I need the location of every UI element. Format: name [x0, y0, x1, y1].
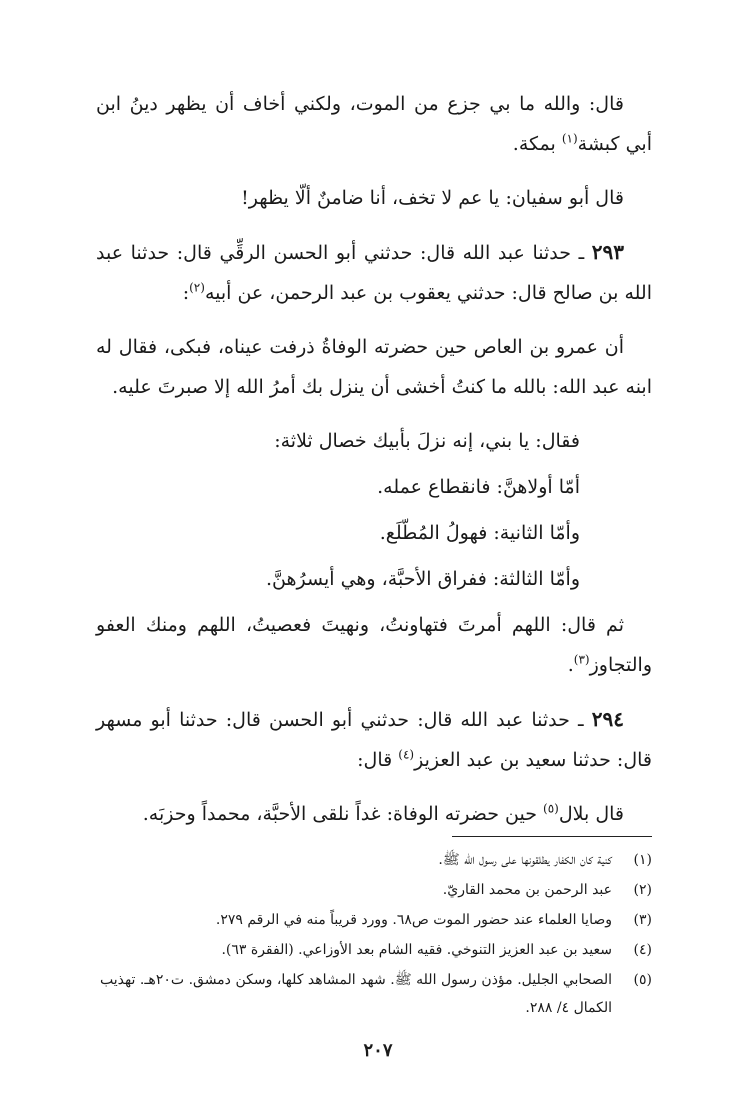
main-text	[96, 84, 652, 848]
paragraph-6-text: أمّا أولاهنَّ: فانقطاع عمله.	[377, 476, 580, 498]
hadith-294-tail: قال:	[357, 749, 399, 771]
paragraph-11-tail: حين حضرته الوفاة: غداً نلقى الأحبَّة، محمداً وحزبَه.	[142, 803, 544, 825]
footnote-text: كنية كان الكفار يطلقونها على رسول الله ﷺ.	[438, 852, 612, 868]
footnote-number: (٥)	[633, 972, 652, 988]
paragraph-5-text: فقال: يا بني، إنه نزلَ بأبيك خصال ثلاثة:	[274, 430, 580, 452]
footnote-text: وصايا العلماء عند حضور الموت ص٦٨. وورد قريباً منه في الرقم ٢٧٩.	[215, 912, 612, 928]
footnote-number: (٢)	[633, 882, 652, 898]
paragraph-6	[96, 467, 652, 507]
footnote-ref-2: (٢)	[189, 280, 205, 295]
paragraph-11	[96, 794, 652, 834]
paragraph-1-tail: بمكة.	[512, 133, 562, 155]
footnote-3	[100, 906, 652, 934]
paragraph-9	[96, 605, 652, 685]
paragraph-11-text: قال بلال	[558, 803, 624, 825]
paragraph-4-text: أن عمرو بن العاص حين حضرته الوفاةُ ذرفت عيناه، فبكى، فقال له ابنه عبد الله: بالله ما كنتُ أخشى أن ينزل بك أمرُ الله إلا صبرتَ عليه.	[96, 336, 652, 398]
footnote-text: الصحابي الجليل. مؤذن رسول الله ﷺ. شهد المشاهد كلها، وسكن دمشق. ت٢٠هـ. تهذيب الكمال ٤/ ٢٨٨.	[100, 972, 612, 1016]
footnote-text: عبد الرحمن بن محمد القاريّ.	[442, 882, 612, 898]
footnote-number: (٣)	[633, 912, 652, 928]
hadith-294	[96, 699, 652, 780]
paragraph-8	[96, 559, 652, 599]
footnote-5	[100, 966, 652, 1022]
footnote-ref-5: (٥)	[543, 801, 559, 816]
footnote-1	[100, 846, 652, 874]
paragraph-1	[96, 84, 652, 164]
hadith-293-text: ـ حدثنا عبد الله قال: حدثني أبو الحسن الرقِّي قال: حدثنا عبد الله بن صالح قال: حدثني يعقوب بن عبد الرحمن، عن أبيه	[96, 242, 652, 304]
footnote-4	[100, 936, 652, 964]
footnote-number: (١)	[633, 852, 652, 868]
paragraph-2	[96, 178, 652, 218]
hadith-number: ٢٩٤	[591, 707, 624, 731]
footnote-divider	[452, 836, 652, 837]
footnotes	[100, 846, 652, 1024]
paragraph-5	[96, 421, 652, 461]
footnote-ref-4: (٤)	[398, 747, 415, 762]
paragraph-1-text: قال: والله ما بي جزع من الموت، ولكني أخاف أن يظهر دينُ ابن أبي كبشة	[96, 93, 652, 155]
footnote-number: (٤)	[633, 942, 652, 958]
paragraph-2-text: قال أبو سفيان: يا عم لا تخف، أنا ضامنٌ ألّا يظهر!	[241, 187, 624, 209]
hadith-294-text: ـ حدثنا عبد الله قال: حدثني أبو الحسن قال: حدثنا أبو مسهر قال: حدثنا سعيد بن عبد العزيز	[96, 709, 652, 771]
footnote-ref-1: (١)	[561, 131, 578, 146]
paragraph-9-text: ثم قال: اللهم أمرتَ فتهاونتُ، ونهيتَ فعصيتُ، اللهم ومنك العفو والتجاوز	[96, 614, 652, 676]
paragraph-8-text: وأمّا الثالثة: ففراق الأحبَّة، وهي أيسرُهنَّ.	[266, 568, 580, 590]
paragraph-9-tail: .	[567, 654, 574, 676]
hadith-293	[96, 232, 652, 313]
hadith-293-tail: :	[182, 282, 190, 304]
paragraph-7	[96, 513, 652, 553]
paragraph-7-text: وأمّا الثانية: فهولُ المُطّلَع.	[379, 522, 580, 544]
footnote-ref-3: (٣)	[573, 652, 590, 667]
paragraph-4	[96, 327, 652, 407]
hadith-number: ٢٩٣	[591, 240, 624, 264]
footnote-2	[100, 876, 652, 904]
page-number: ٢٠٧	[363, 1040, 393, 1061]
footnote-text: سعيد بن عبد العزيز التنوخي. فقيه الشام بعد الأوزاعي. (الفقرة ٦٣).	[221, 942, 612, 958]
